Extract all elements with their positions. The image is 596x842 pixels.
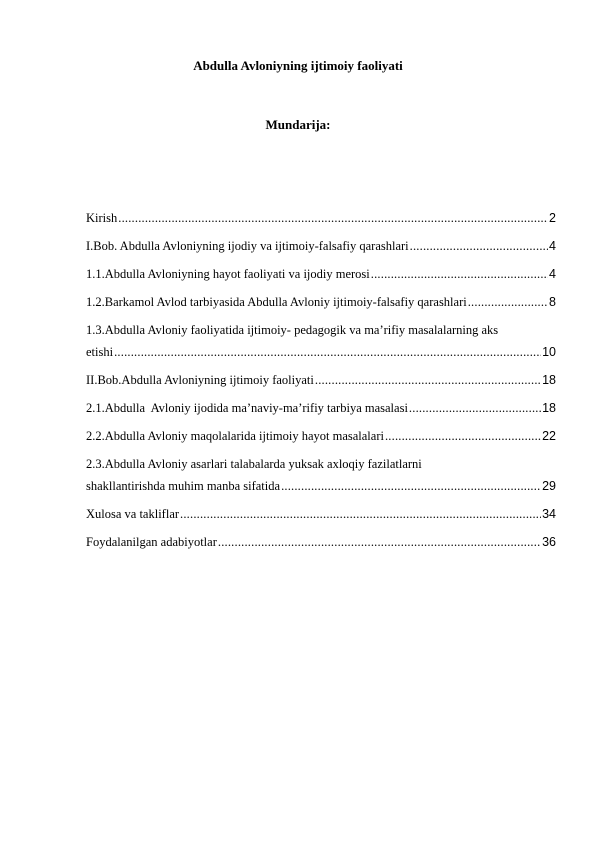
toc-entry-text: 2.2.Abdulla Avloniy maqolalarida ijtimoiy hayot masalalari [86,429,384,443]
toc-entry-text: 1.1.Abdulla Avloniyning hayot faoliyati va ijodiy merosi [86,267,370,281]
dot-leader [315,372,541,389]
toc-page-number: 4 [549,239,556,253]
dot-leader [468,294,548,311]
toc-entry[interactable] [86,506,556,523]
toc-entry[interactable] [86,294,556,311]
toc-entry[interactable] [86,238,556,255]
toc-page-number: 29 [542,479,556,493]
toc-entry[interactable] [86,322,556,361]
toc-page-number: 10 [542,345,556,359]
dot-leader [180,506,541,523]
dot-leader [118,210,548,227]
toc-entry-text: II.Bob.Abdulla Avloniyning ijtimoiy faoliyati [86,373,314,387]
toc-entry-text: I.Bob. Abdulla Avloniyning ijodiy va ijtimoiy-falsafiy qarashlari [86,239,409,253]
toc-page-number: 18 [542,401,556,415]
toc-page-number: 34 [542,507,556,521]
toc-entry-text: etishi [86,345,114,359]
dot-leader [281,478,541,495]
toc-entry[interactable] [86,428,556,445]
toc-page-number: 36 [542,535,556,549]
toc-entry-text-line1: 2.3.Abdulla Avloniy asarlari talabalarda yuksak axloqiy fazilatlarni [86,457,422,471]
toc-entry-text: Kirish [86,211,118,225]
toc-page-number: 8 [549,295,556,309]
table-of-contents [86,210,556,562]
dot-leader [409,400,541,417]
toc-entry-text: Foydalanilgan adabiyotlar [86,535,217,549]
toc-page-number: 4 [549,267,556,281]
toc-entry-text-line1: 1.3.Abdulla Avloniy faoliyatida ijtimoiy- pedagogik va ma’rifiy masalalarning aks [86,323,499,337]
toc-entry-text: 2.1.Abdulla Avloniy ijodida ma’naviy-ma’rifiy tarbiya masalasi [86,401,408,415]
toc-entry-text: shakllantirishda muhim manba sifatida [86,479,281,493]
toc-entry[interactable] [86,266,556,283]
toc-page-number: 22 [542,429,556,443]
toc-entry-text: 1.2.Barkamol Avlod tarbiyasida Abdulla Avloniy ijtimoiy-falsafiy qarashlari [86,295,467,309]
toc-heading: Mundarija: [265,117,331,132]
toc-page-number: 2 [549,211,556,225]
toc-entry[interactable] [86,400,556,417]
dot-leader [218,534,541,551]
dot-leader [410,238,548,255]
dot-leader [114,344,541,361]
toc-entry[interactable] [86,372,556,389]
dot-leader [385,428,541,445]
toc-page-number: 18 [542,373,556,387]
document-title: Abdulla Avloniyning ijtimoiy faoliyati [193,58,403,73]
dot-leader [371,266,548,283]
toc-entry-text: Xulosa va takliflar [86,507,180,521]
toc-entry[interactable] [86,534,556,551]
toc-entry[interactable] [86,210,556,227]
toc-entry[interactable] [86,456,556,495]
